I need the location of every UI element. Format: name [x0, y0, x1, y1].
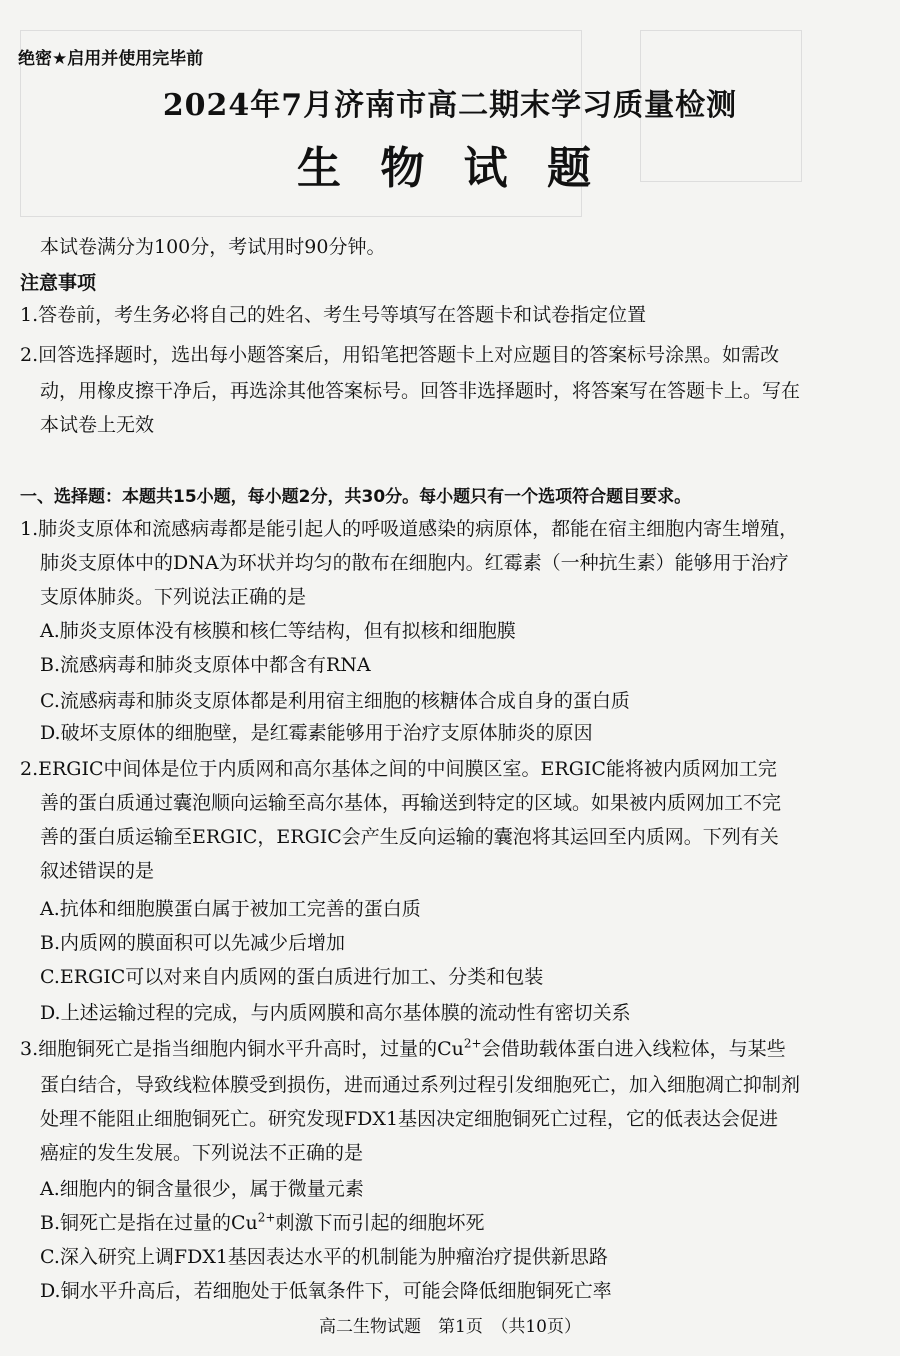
notice-item-2-line-3: 本试卷上无效 [40, 414, 155, 436]
q3-option-d: D.铜水平升高后，若细胞处于低氧条件下，可能会降低细胞铜死亡率 [40, 1280, 612, 1302]
q2-stem-line-2: 善的蛋白质通过囊泡顺向运输至高尔基体，再输送到特定的区域。如果被内质网加工不完 [40, 792, 782, 814]
q1-option-c: C.流感病毒和肺炎支原体都是利用宿主细胞的核糖体合成自身的蛋白质 [40, 690, 630, 712]
q1-option-d: D.破坏支原体的细胞壁，是红霉素能够用于治疗支原体肺炎的原因 [40, 722, 593, 744]
superscript: 2+ [257, 1210, 276, 1225]
notice-item-2-line-2: 动，用橡皮擦干净后，再选涂其他答案标号。回答非选择题时，将答案写在答题卡上。写在 [40, 380, 801, 402]
notice-heading: 注意事项 [20, 272, 97, 294]
q1-option-b: B.流感病毒和肺炎支原体中都含有RNA [40, 654, 371, 676]
intro-text: 本试卷满分为100分，考试用时90分钟。 [40, 236, 386, 258]
q2-stem-line-4: 叙述错误的是 [40, 860, 155, 882]
q3-stem-line-1 [20, 1036, 880, 1062]
q1-stem-line-3: 支原体肺炎。下列说法正确的是 [40, 586, 307, 608]
exam-title: 2024年7月济南市高二期末学习质量检测 [162, 88, 738, 123]
q1-stem-line-1: 1.肺炎支原体和流感病毒都是能引起人的呼吸道感染的病原体，都能在宿主细胞内寄生增殖， [20, 518, 799, 540]
q2-option-b: B.内质网的膜面积可以先减少后增加 [40, 932, 346, 954]
q3-stem-line-1-b: 会借助载体蛋白进入线粒体，与某些 [481, 1038, 786, 1060]
q3-option-b-a: B.铜死亡是指在过量的Cu [40, 1212, 258, 1234]
confidential-label: 绝密★启用并使用完毕前 [18, 49, 204, 69]
q3-option-a: A.细胞内的铜含量很少，属于微量元素 [40, 1178, 364, 1200]
section-1-heading: 一、选择题：本题共15小题，每小题2分，共30分。每小题只有一个选项符合题目要求。 [20, 487, 692, 507]
q1-stem-line-2: 肺炎支原体中的DNA为环状并均匀的散布在细胞内。红霉素（一种抗生素）能够用于治疗 [40, 552, 789, 574]
q2-option-a: A.抗体和细胞膜蛋白属于被加工完善的蛋白质 [40, 898, 421, 920]
q3-stem-line-2: 蛋白结合，导致线粒体膜受到损伤，进而通过系列过程引发细胞死亡，加入细胞凋亡抑制剂 [40, 1074, 801, 1096]
q3-stem-line-1-a: 3.细胞铜死亡是指当细胞内铜水平升高时，过量的Cu [20, 1038, 464, 1060]
superscript: 2+ [463, 1036, 482, 1051]
q2-option-d: D.上述运输过程的完成，与内质网膜和高尔基体膜的流动性有密切关系 [40, 1002, 631, 1024]
page-footer: 高二生物试题 第1页 （共10页） [319, 1317, 581, 1337]
q2-option-c: C.ERGIC可以对来自内质网的蛋白质进行加工、分类和包装 [40, 966, 544, 988]
notice-item-1: 1.答卷前，考生务必将自己的姓名、考生号等填写在答题卡和试卷指定位置 [20, 304, 647, 326]
q3-option-b [40, 1210, 880, 1236]
q3-stem-line-3: 处理不能阻止细胞铜死亡。研究发现FDX1基因决定细胞铜死亡过程，它的低表达会促进 [40, 1108, 779, 1130]
q1-option-a: A.肺炎支原体没有核膜和核仁等结构，但有拟核和细胞膜 [40, 620, 516, 642]
q3-option-b-b: 刺激下而引起的细胞坏死 [275, 1212, 485, 1234]
q3-option-c: C.深入研究上调FDX1基因表达水平的机制能为肿瘤治疗提供新思路 [40, 1246, 608, 1268]
q3-stem-line-4: 癌症的发生发展。下列说法不正确的是 [40, 1142, 364, 1164]
q2-stem-line-1: 2.ERGIC中间体是位于内质网和高尔基体之间的中间膜区室。ERGIC能将被内质网加工完 [20, 758, 777, 780]
subject-title: 生 物 试 题 [297, 143, 603, 194]
q2-stem-line-3: 善的蛋白质运输至ERGIC，ERGIC会产生反向运输的囊泡将其运回至内质网。下列有关 [40, 826, 779, 848]
notice-item-2-line-1: 2.回答选择题时，选出每小题答案后，用铅笔把答题卡上对应题目的答案标号涂黑。如需改 [20, 344, 780, 366]
